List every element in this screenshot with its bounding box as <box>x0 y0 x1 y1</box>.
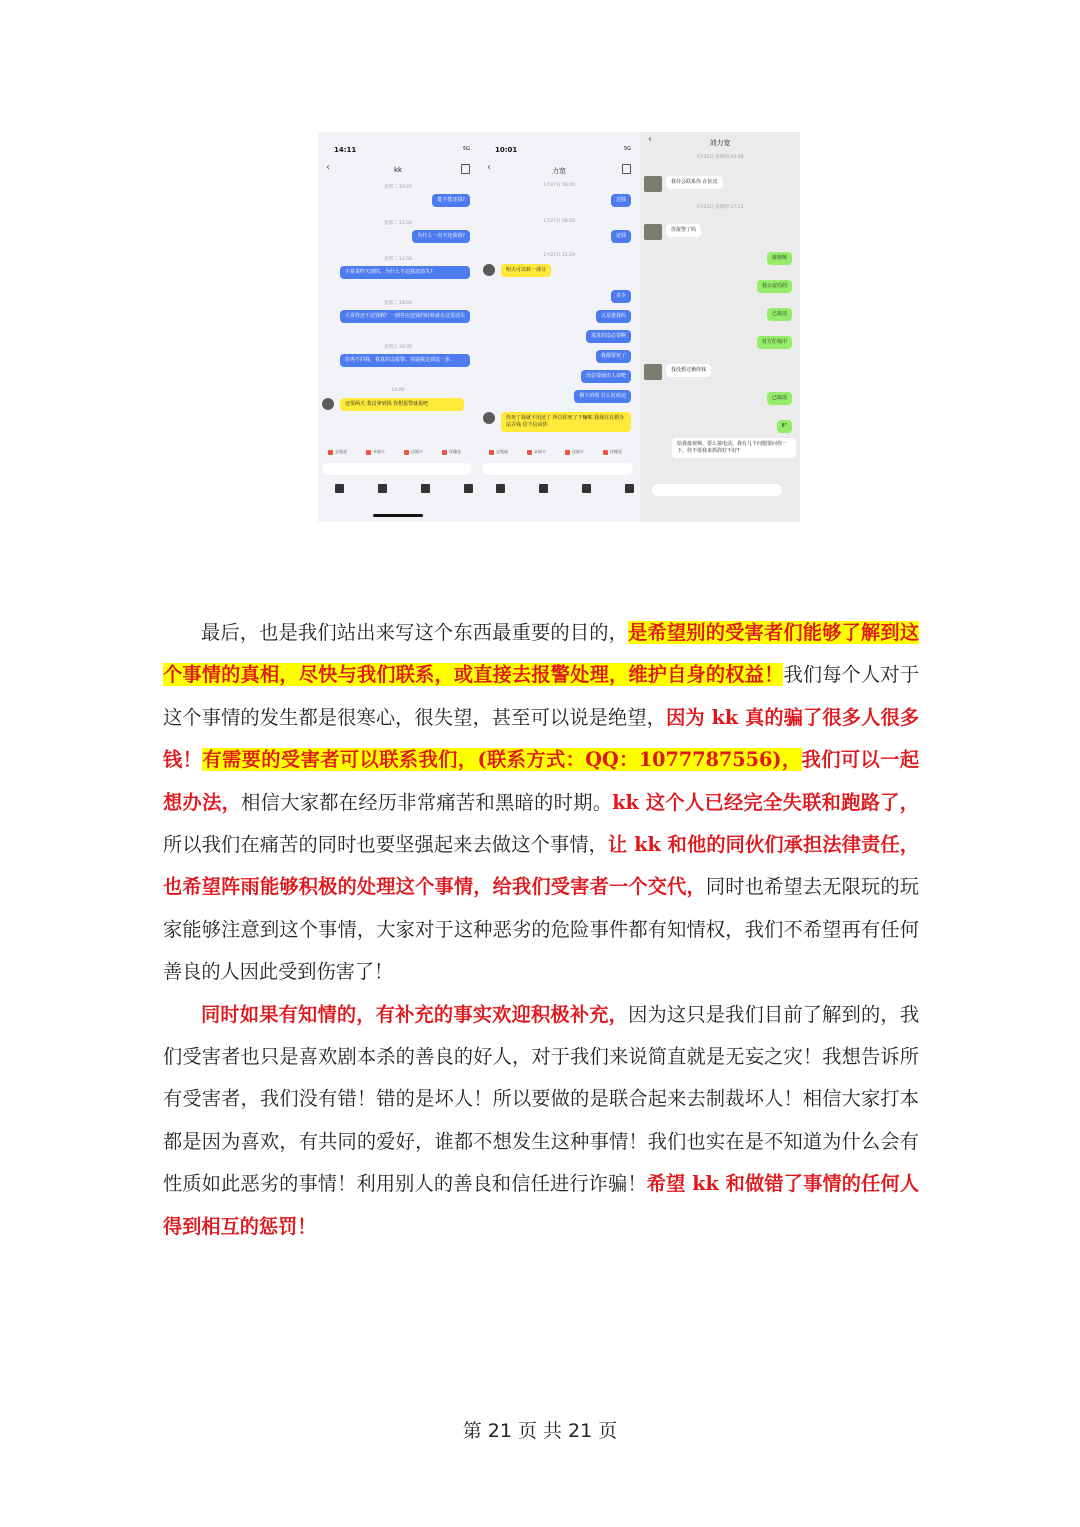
highlighted-text: 是希望别的受害者们能够了解到这个事情的真相，尽快与我们联系，或直接去报警处理，维护自身的权益！ <box>163 621 920 687</box>
quick-action-chip: 玫瑰花 <box>442 449 461 455</box>
message-bubble: 还要两天 我没拿到钱 你想报警就报吧 <box>340 398 464 411</box>
camera-icon <box>378 484 387 493</box>
message-timestamp: 星期二 10:22 <box>384 185 412 190</box>
message-bubble: 明天可以转一部分 <box>501 264 551 277</box>
highlighted-text: 有需要的受害者可以联系我们，(联系方式：QQ：1077787556)， <box>202 748 802 772</box>
chat-title: 力宽 <box>552 167 566 175</box>
message-bubble: 对方忙线中 <box>757 336 792 349</box>
message-timestamp: 14:00 <box>391 388 405 393</box>
message-bubble: 我都要死了 <box>596 350 631 363</box>
avatar <box>644 224 662 240</box>
message-timestamp: 1月23日 星期四 17:23 <box>696 205 744 210</box>
message-bubble: 还钱 <box>611 194 631 207</box>
quick-action-chip: 去集福 <box>328 449 347 455</box>
message-bubble: 我没想过赖你钱 <box>666 364 711 377</box>
chat-title: 刘力宽 <box>709 139 731 147</box>
message-timestamp: 星期二 18:04 <box>384 301 412 306</box>
menu-icon <box>622 164 631 174</box>
text-run: 所以我们在痛苦的同时也要坚强起来去做这个事情， <box>163 833 609 857</box>
toolbar <box>318 484 478 504</box>
message-bubble: 给我接视频，要么接电话。我有几个问题要问你一下，你不要我来抓你好不好? <box>672 438 796 458</box>
avatar <box>644 364 662 380</box>
message-bubble: 你报警了吗 <box>666 224 701 237</box>
message-bubble: 那真的没必要啊 <box>586 330 631 343</box>
redpacket-icon <box>421 484 430 493</box>
message-bubble: 已取消 <box>767 392 792 405</box>
back-icon: ‹ <box>487 162 491 173</box>
quick-action-chip: 求福卡 <box>527 449 546 455</box>
message-timestamp: 星期二 11:34 <box>384 221 412 226</box>
menu-icon <box>461 164 470 174</box>
message-bubble: 已取消 <box>767 308 792 321</box>
back-icon: ‹ <box>648 134 652 145</box>
back-icon: ‹ <box>326 162 330 173</box>
message-input <box>483 463 633 475</box>
message-bubble: 多少 <box>611 290 631 303</box>
message-timestamp: 星期二 11:56 <box>384 257 412 262</box>
quick-action-chip: 送福卡 <box>565 449 584 455</box>
chat-title: kk <box>393 166 403 174</box>
message-bubble: 还钱 <box>611 230 631 243</box>
avatar <box>322 398 334 410</box>
message-timestamp: 1月22日 星期四 10:38 <box>696 155 744 160</box>
body-text <box>163 612 919 1248</box>
message-bubble: 你再不回我，我真的会报警。别逼我走到这一步。 <box>340 354 470 367</box>
text-run: 我们每个人对于这个事情的发生都是很寒心，很失望，甚至可以说是绝望， <box>163 663 920 729</box>
emphasis-text: 我们可以一起想办法， <box>163 748 920 814</box>
image-icon <box>496 484 505 493</box>
more-icon <box>464 484 473 493</box>
text-run: 相信大家都在经历非常痛苦和黑暗的时期。 <box>241 790 613 814</box>
message-bubble: 不是说昨天到吗，为什么不还我还消失? <box>340 266 470 279</box>
message-bubble: 我待会联系你 在扯皮 <box>666 176 723 189</box>
home-indicator <box>373 514 423 517</box>
message-input <box>652 484 782 496</box>
message-bubble: 8" <box>777 420 792 433</box>
message-bubble: 接视频 <box>767 252 792 265</box>
message-bubble: 大哥你还不还钱啊？一到答应还钱的时候就在这里消失 <box>340 310 470 323</box>
avatar <box>644 176 662 192</box>
camera-icon <box>539 484 548 493</box>
quick-actions <box>483 447 633 459</box>
chat-screenshot-kk <box>318 132 478 522</box>
status-time: 10:01 <box>495 146 518 154</box>
chat-screenshot-liulikuan <box>640 132 800 522</box>
status-signal: 5G <box>462 146 470 152</box>
message-timestamp: 1月27日 08:03 <box>543 219 575 224</box>
message-bubble: 能不能还钱? <box>432 194 470 207</box>
paragraph-1 <box>163 612 919 994</box>
quick-action-chip: 去集福 <box>489 449 508 455</box>
status-time: 14:11 <box>334 146 357 154</box>
paragraph-2 <box>163 994 919 1248</box>
chat-screenshot-likuan <box>479 132 639 522</box>
emphasis-text: 因为 kk 真的骗了很多人很多钱！ <box>163 705 920 772</box>
message-bubble: 没必要闹出人命吧 <box>581 370 631 383</box>
emphasis-text: 同时如果有知情的，有补充的事实欢迎积极补充， <box>201 1002 629 1026</box>
message-timestamp: 1月27日 08:46 <box>543 183 575 188</box>
message-timestamp: 1月27日 12:29 <box>543 253 575 258</box>
quick-action-chip: 玫瑰花 <box>603 449 622 455</box>
image-icon <box>335 484 344 493</box>
message-input <box>322 463 472 475</box>
toolbar <box>479 484 639 504</box>
text-run: 最后，也是我们站出来写这个东西最重要的目的， <box>201 621 629 644</box>
text-run: 因为这只是我们目前了解到的，我们受害者也只是喜欢剧本杀的善良的好人，对于我们来说简直就是无妄之灾！我想告诉所有受害者，我们没有错！错的是坏人！所以要做的是联合起来去制裁坏人！相信大家打本都是因为喜欢，有共同的爱好，谁都不想发生这种事情！我们也实在是不知道为什么会有性质如此恶劣的事情！利用别人的善良和信任进行诈骗！ <box>163 1002 920 1196</box>
status-signal: 5G <box>623 146 631 152</box>
emphasis-text: 让 kk 和他的同伙们承担法律责任，也希望阵雨能够积极的处理这个事情，给我们受害者一个交代， <box>163 833 920 899</box>
quick-actions <box>322 447 472 459</box>
emphasis-text: 希望 kk 和做错了事情的任何人得到相互的惩罚！ <box>163 1172 920 1238</box>
chat-screenshots-collage <box>318 132 800 522</box>
page-footer: 第 21 页 共 21 页 <box>462 1420 618 1442</box>
message-bubble: 又是推我吗 <box>596 310 631 323</box>
message-bubble: 我公安局的 <box>757 280 792 293</box>
quick-action-chip: 送福卡 <box>404 449 423 455</box>
avatar <box>483 264 495 276</box>
avatar <box>483 412 495 424</box>
more-icon <box>625 484 634 493</box>
message-timestamp: 星期五 20:35 <box>384 345 412 350</box>
quick-action-chip: 求福卡 <box>366 449 385 455</box>
message-bubble: 剩下的呢 什么时候还 <box>574 390 631 403</box>
message-bubble: 你死了我就不用还了 所以你死了干嘛呢 我现在在想办法弄钱 信不信由你 <box>501 412 631 432</box>
emphasis-text: kk 这个人已经完全失联和跑路了， <box>612 790 919 814</box>
message-bubble: 为什么一直不还我钱? <box>412 230 470 243</box>
text-run: 同时也希望去无限玩的玩家能够注意到这个事情，大家对于这种恶劣的危险事件都有知情权，我们不希望再有任何善良的人因此受到伤害了！ <box>163 875 920 984</box>
redpacket-icon <box>582 484 591 493</box>
